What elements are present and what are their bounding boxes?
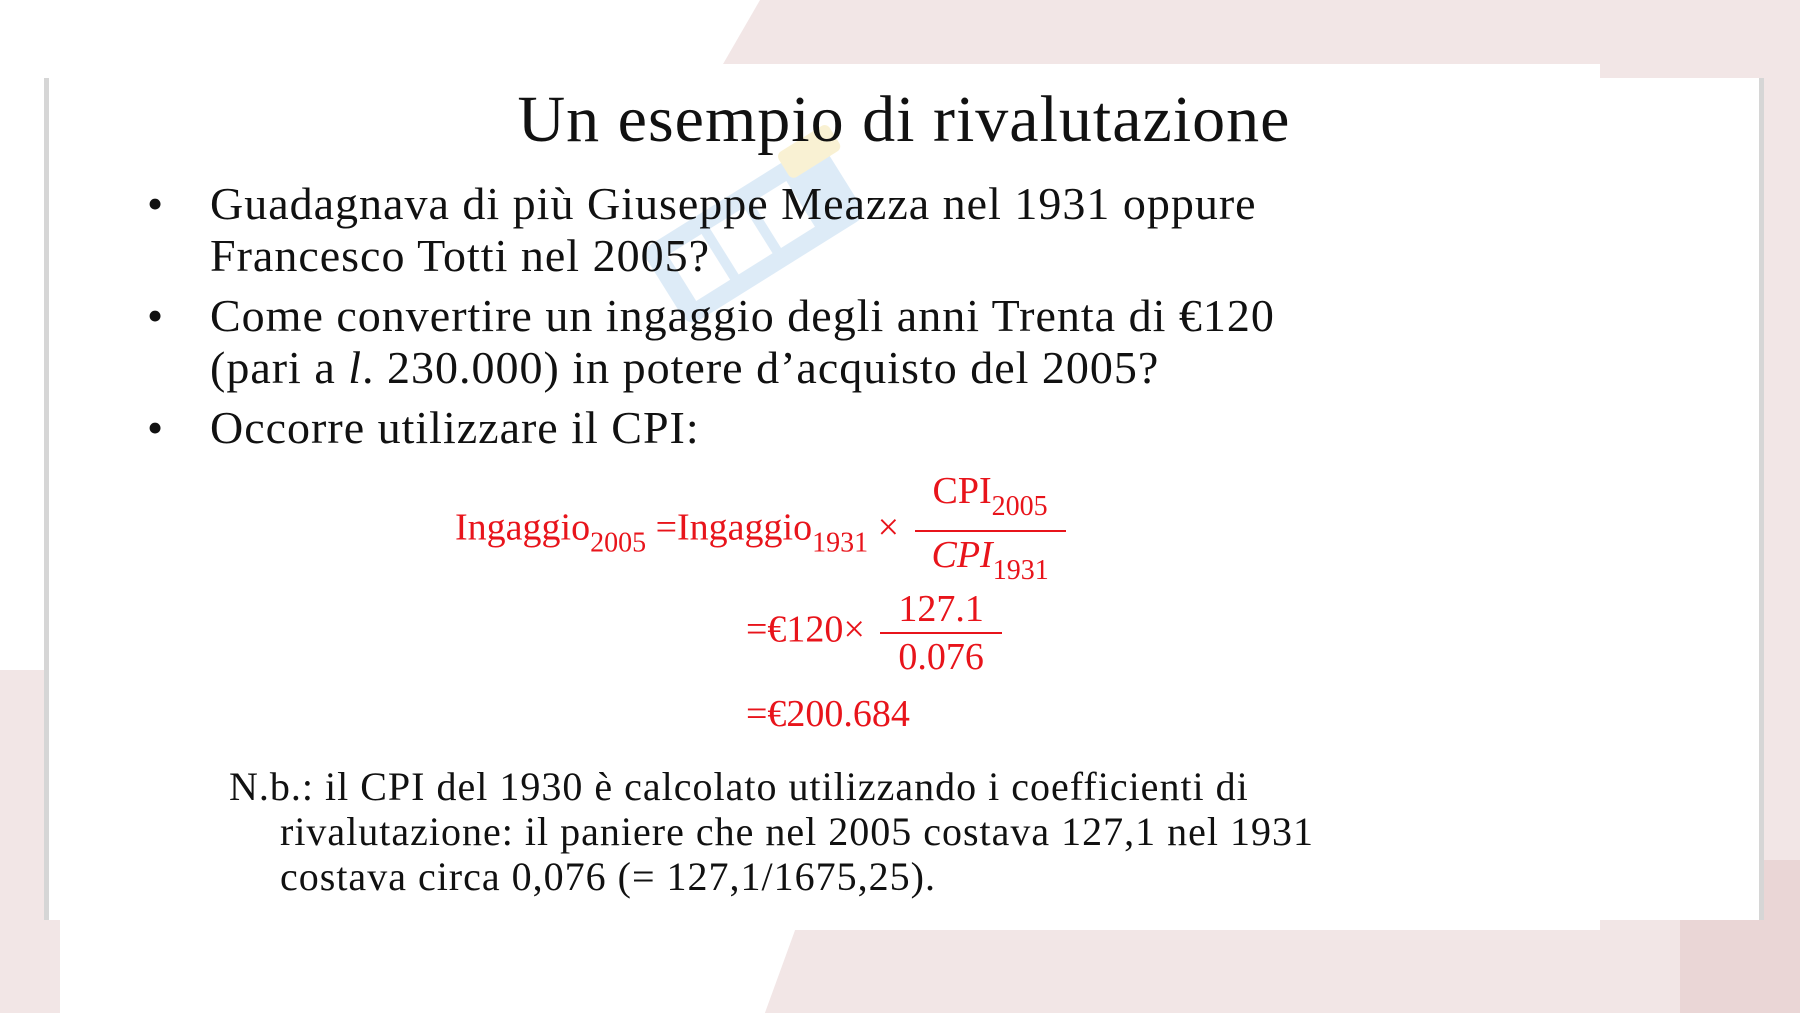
background-shape <box>765 930 1800 1013</box>
bullet-line: Occorre utilizzare il CPI: <box>210 402 700 453</box>
formula-line-1: Ingaggio$_{2005}$ =Ingaggio$_{1931}$ × $\frac{CPI_{2005}}{CPI_{1931}}$ <box>455 468 1066 594</box>
fraction: $\frac{127.1}{0.076}$ <box>880 586 1002 680</box>
bullet-line: Guadagnava di più Giuseppe Meazza nel 1931 oppure <box>210 178 1257 229</box>
bullet-icon: • <box>147 178 165 229</box>
bullet-icon: • <box>147 402 165 453</box>
formula-result: =€200.684 <box>746 693 910 735</box>
bullet-line: Come convertire un ingaggio degli anni Trenta di €120 <box>210 290 1275 341</box>
fraction: $\frac{CPI_{2005}}{CPI_{1931}}$ <box>915 468 1066 594</box>
note-text: N.b.: il CPI del 1930 è calcolato utilizzando i coefficienti di rivalutazione: il paniere che nel 2005 costava 127,1 nel 1931 costava circa 0,076 (= 127,1/1675,25). <box>229 764 1315 899</box>
bullet-icon: • <box>147 290 165 341</box>
slide <box>44 78 1764 920</box>
slide-title: Un esempio di rivalutazione <box>517 83 1291 156</box>
formula-line-2: =€120× $\frac{127.1}{0.076}$ <box>746 586 1002 680</box>
bullet-line: (pari a l. 230.000) in potere d’acquisto del 2005? <box>210 342 1160 393</box>
bullet-line: Francesco Totti nel 2005? <box>210 230 710 281</box>
